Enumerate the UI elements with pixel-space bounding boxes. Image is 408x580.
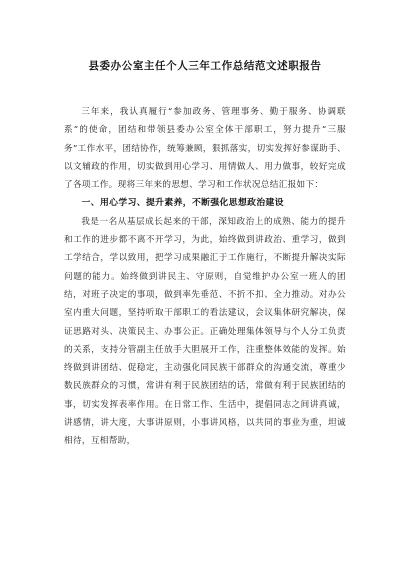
document-title: 县委办公室主任个人三年工作总结范文述职报告 (88, 60, 322, 72)
intro-paragraph: 三年来，我认真履行“参加政务、管理事务、勤于服务、协调联系”的使命，团结和带领县委办公室全体干部职工，努力提升“三服务”工作水平，团结协作，统筹兼顾，狠抓落实，切实发挥好参谋助手、以文辅政的作用，切实做到用心学习、用情做人、用力做事，较好完成了各项工作。现将三年来的思想、学习和工作状况总结汇报如下： (64, 107, 347, 191)
section-heading: 一、用心学习、提升素养，不断强化思想政治建设 (81, 198, 284, 209)
section-body-paragraph: 我是一名从基层成长起来的干部，深知政治上的成熟、能力的提升和工作的进步都不离不开学习，为此，始终做到讲政治、重学习，做到工学结合，学以致用，把学习成果融汇于工作施行，不断提升解决实际问题的能力。始终做到讲民主、守原则，自觉维护办公室一班人的团结，对班子决定的事项，做到率先垂范、不折不扣、全力推动。对办公室内重大问题，坚持听取干部职工的看法建议，会议集体研究解决，保证思路对头、决策民主、办事公正。正确处理集体领导与个人分工负责的关系，支持分管副主任放手大胆展开工作，注重整体效能的发挥。始终做到讲团结、促稳定，主动强化同民族干部群众的沟通交流，尊重少数民族群众的习惯，常讲有利于民族团结的话，常做有利于民族团结的事，切实发挥表率作用。在日常工作、生活中，提倡同志之间讲真诚，讲感情，讲大度，大事讲原则，小事讲风格，以共同的事业为重，坦诚相待，互相帮助， (64, 216, 346, 447)
